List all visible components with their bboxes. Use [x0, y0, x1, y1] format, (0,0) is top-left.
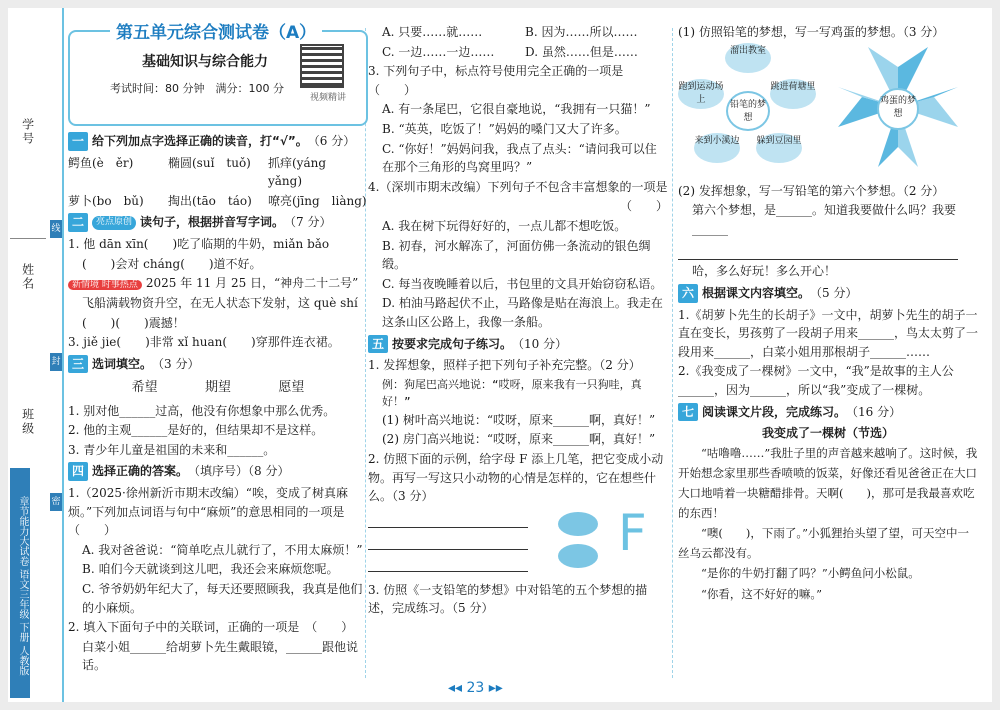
question-line: 2. 他的主观______是好的，但结果却不是这样。	[68, 423, 324, 438]
option-d[interactable]: D. 柏油马路起伏不止，马路像是贴在海浪上。我走在这条山区公路上，我像一条船。	[382, 296, 663, 329]
passage-paragraph: “噢( )，下雨了。”小狐狸抬头望了望，可天空中一丝乌云都没有。	[678, 526, 969, 561]
answer-paren[interactable]: （ ）	[619, 199, 668, 214]
petal: 躲到豆园里	[756, 133, 802, 163]
seal-line-tab: 密	[50, 493, 62, 511]
answer-line[interactable]	[368, 530, 528, 550]
exam-meta: 考试时间：80 分钟 满分：100 分	[110, 82, 284, 95]
title-box	[68, 23, 368, 126]
option-b[interactable]: B. “英英，吃饭了！”妈妈的嗓门又大了许多。	[382, 121, 627, 136]
exam-page	[8, 8, 992, 702]
student-number-label: 学号	[20, 118, 35, 146]
question-line: ( )会对 cháng( )道不好。	[82, 256, 262, 271]
fill-line[interactable]: 1.《胡萝卜先生的长胡子》一文中，胡萝卜先生的胡子一直在变长，男孩剪了一段胡子用来______，鸟太太剪了一段用来______，白菜小姐用那根胡子______……	[678, 307, 979, 359]
example-line: 例：狗尾巴高兴地说：“哎呀，原来我有一只狗哇，真好！”	[382, 377, 642, 408]
answer-line[interactable]	[368, 508, 528, 528]
question-line: 飞船满载物资升空，在无人状态下发射，这 què shí	[82, 296, 358, 311]
question-line: 3. 下列句子中，标点符号使用完全正确的一项是 （ ）	[368, 64, 636, 97]
question-line: 新情境 时事热点 2025 年 11 月 25 日，“神舟二十二号”	[68, 274, 368, 293]
question-line: (1) 仿照铅笔的梦想，写一写鸡蛋的梦想。（3 分）	[678, 25, 945, 39]
option-c[interactable]: C. 每当夜晚睡着以后，书包里的文具开始窃窃私语。	[382, 276, 663, 291]
pinyin-row: 萝卜(bo bǔ) 掏出(tāo táo) 嘹亮(jīng liàng)	[68, 193, 367, 208]
seal-line-tab: 封	[50, 353, 62, 371]
section-4-header: 四 选择正确的答案。 （填序号）（8 分）	[68, 462, 368, 481]
name-label: 姓名	[20, 263, 35, 291]
answer-line[interactable]	[678, 240, 958, 260]
page-subtitle: 基础知识与综合能力	[142, 54, 268, 70]
question-line: 白菜小姐______给胡萝卜先生戴眼镜，______跟他说话。	[82, 639, 359, 673]
pinyin-row: 鳄鱼(è ěr) 椭圆(suǐ tuǒ) 抓痒(yáng yǎng)	[68, 155, 339, 189]
section-1-header: 一 给下列加点字选择正确的读音，打“√”。 （6 分）	[68, 132, 368, 151]
question-line: 1. 发挥想象，照样子把下列句子补充完整。（2 分）	[368, 358, 641, 373]
question-line: 1. 别对他______过高，他没有你想象中那么优秀。	[68, 403, 336, 418]
qr-code-icon[interactable]	[300, 44, 344, 88]
page-number: ◂◂ 23 ▸▸	[448, 680, 503, 696]
section-2-header: 二 亮点原创 读句子，根据拼音写字词。 （7 分）	[68, 213, 368, 232]
section-7-header: 七 阅读课文片段，完成练习。 （16 分）	[678, 403, 978, 422]
question-line: 1. 他 dān xīn( )吃了临期的牛奶，miǎn bǎo	[68, 236, 330, 251]
option-a[interactable]: A. 我在树下玩得好好的，一点儿都不想吃饭。	[382, 218, 627, 233]
letter-f: F	[618, 503, 647, 562]
passage-paragraph: “咕噜噜……”我肚子里的声音越来越响了。这时候，我开始想念家里那些香喷喷的饭菜，好像还看见爸爸正在大口大口地啃着一块糖醋排骨。天啊( )，那可是我最喜欢吃的东西！	[678, 445, 978, 521]
column-right	[678, 22, 978, 604]
column-left	[68, 23, 368, 676]
fill-line[interactable]: 2.《我变成了一棵树》一文中，“我”是故事的主人公______，因为______，所以“我”变成了一棵树。	[678, 364, 954, 397]
qr-caption: 视频精讲	[309, 93, 346, 103]
passage-paragraph: “你看，这不好好的嘛。”	[701, 586, 823, 601]
question-line: 1.（2025·徐州新沂市期末改编）“唉，变成了树真麻烦。”下列加点词语与句中“麻烦”的意思相同的一项是 （ ）	[68, 485, 357, 538]
book-spine: 章节能力大试卷 语文三年级 下册 人教版	[10, 468, 30, 698]
section-3-header: 三 选词填空。 （3 分）	[68, 355, 368, 374]
option-a[interactable]: A. 只要……就……	[382, 25, 483, 39]
petal: 跑到运动场上	[678, 79, 724, 109]
word-bank: 希望 期望 愿望	[131, 380, 305, 396]
question-line: ( )( )震撼！	[82, 315, 185, 330]
crab-drawing-icon	[558, 544, 598, 568]
page-title: 第五单元综合测试卷（A）	[110, 20, 322, 46]
option-a[interactable]: A. 我对爸爸说：“简单吃点儿就行了，不用太麻烦！”	[82, 542, 363, 557]
question-line: 3. 青少年儿童是祖国的未来和______。	[68, 442, 276, 457]
petal: 跳进荷塘里	[770, 79, 816, 109]
petal: 来到小溪边	[694, 133, 740, 163]
question-line: (2) 发挥想象，写一写铅笔的第六个梦想。（2 分）	[678, 183, 945, 198]
binding-margin	[8, 8, 64, 702]
option-c[interactable]: C. 爷爷奶奶年纪大了，每天还要照顾我，我真是他们的小麻烦。	[82, 581, 363, 615]
question-line: 哈，多么好玩！多么开心！	[692, 264, 837, 279]
option-b[interactable]: B. 因为……所以……	[525, 25, 638, 39]
option-c[interactable]: C. 一边……一边……	[382, 44, 495, 59]
section-5-header: 五 按要求完成句子练习。 （10 分）	[368, 335, 668, 354]
answer-line[interactable]	[368, 552, 528, 572]
question-line: 3. jiě jie( )非常 xǐ huan( )穿那件连衣裙。	[68, 335, 340, 350]
fish-drawing-icon	[558, 512, 598, 536]
question-line: 3. 仿照《一支铅笔的梦想》中对铅笔的五个梦想的描述，完成练习。（5 分）	[368, 582, 648, 616]
column-middle	[368, 22, 668, 619]
passage-title: 我变成了一棵树（节选）	[761, 426, 894, 441]
drawing-area	[368, 503, 668, 580]
fill-line[interactable]: 第六个梦想，是______。知道我要做什么吗？我要______	[692, 203, 957, 236]
option-b[interactable]: B. 咱们今天就谈到这儿吧，我还会来麻烦您呢。	[82, 562, 339, 577]
option-d[interactable]: D. 虽然……但是……	[525, 44, 638, 59]
passage-paragraph: “是你的牛奶打翻了吗？”小鳄鱼问小松鼠。	[701, 566, 920, 581]
fill-line[interactable]: (1) 树叶高兴地说：“哎呀，原来______啊，真好！”	[382, 412, 656, 427]
option-a[interactable]: A. 有一条尾巴，它很自豪地说，“我拥有一只猫！”	[382, 102, 651, 117]
pencil-dream-star	[678, 43, 818, 173]
dream-figures	[678, 43, 978, 181]
question-line: 4.（深圳市期末改编）下列句子不包含丰富想象的一项是	[368, 179, 668, 194]
class-label: 班级	[20, 408, 35, 436]
petal: 溜出教室	[725, 43, 771, 73]
egg-center-label: 鸡蛋的梦想	[879, 95, 916, 119]
option-c[interactable]: C. “你好！”妈妈问我，我点了点头：“请问我可以住在那个三角形的鸟窝里吗？”	[382, 141, 657, 175]
question-line: 2. 填入下面句子中的关联词，正确的一项是 （ ）	[68, 620, 354, 635]
seal-line-tab: 线	[50, 220, 62, 238]
fill-line[interactable]: (2) 房门高兴地说：“哎呀，原来______啊，真好！”	[382, 432, 656, 447]
option-b[interactable]: B. 初春，河水解冻了，河面仿佛一条流动的银色绸缎。	[382, 238, 651, 272]
creature-example	[558, 512, 598, 576]
question-line: 2. 仿照下面的示例，给字母 F 添上几笔，把它变成小动物。再写一写这只小动物的心情是怎样的，它在想些什么。（3 分）	[368, 451, 664, 504]
star-center: 铅笔的梦想	[726, 91, 770, 131]
section-6-header: 六 根据课文内容填空。 （5 分）	[678, 284, 978, 303]
